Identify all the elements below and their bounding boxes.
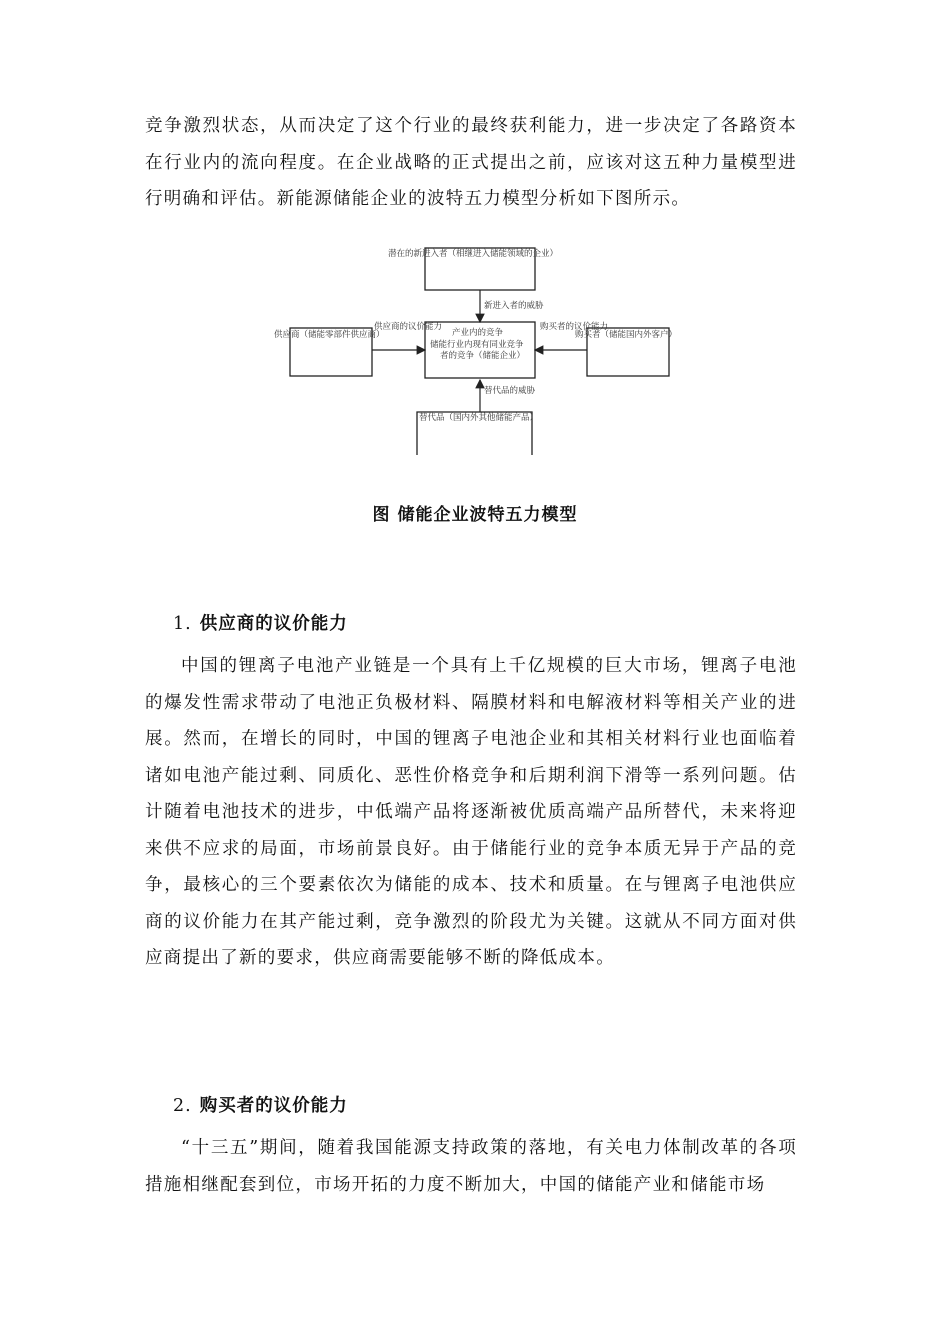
substitutes-label: 替代品（国内外其他储能产品）: [419, 413, 539, 423]
section1-number: 1.: [173, 614, 192, 634]
new-entrants-label: 潜在的新进入者（相继进入储能领域的企业）: [388, 249, 559, 259]
intro-paragraph: 竞争激烈状态，从而决定了这个行业的最终获利能力，进一步决定了各路资本在行业内的流向程度。在企业战略的正式提出之前，应该对这五种力量模型进行明确和评估。新能源储能企业的波特五力模型分析如下图所示。: [145, 116, 797, 209]
center-line-2: 储能行业内现有同业竞争: [430, 340, 524, 350]
center-line-1: 产业内的竞争: [452, 328, 504, 338]
section1-body: 中国的锂离子电池产业链是一个具有上千亿规模的巨大市场，锂离子电池的爆发性需求带动了电池正负极材料、隔膜材料和电解液材料等相关产业的进展。然而，在增长的同时，中国的锂离子电池企业和其相关材料行业也面临着诸如电池产能过剩、同质化、恶性价格竞争和后期利润下滑等一系列问题。估计随着电池技术的进步，中低端产品将逐渐被优质高端产品所替代，未来将迎来供不应求的局面，市场前景良好。由于储能行业的竞争本质无异于产品的竞争，最核心的三个要素依次为储能的成本、技术和质量。在与锂离子电池供应商的议价能力在其产能过剩，竞争激烈的阶段尤为关键。这就从不同方面对供应商提出了新的要求，供应商需要能够不断的降低成本。: [145, 656, 797, 968]
center-line-3: 者的竞争（储能企业）: [440, 351, 526, 361]
buyers-label: 购买者（储能国内外客户）: [575, 330, 678, 340]
section2-title: 购买者的议价能力: [199, 1096, 348, 1116]
figure-caption: 图 储能企业波特五力模型: [372, 505, 578, 525]
new-entrants-threat-label: 新进入者的威胁: [484, 301, 544, 311]
section2-heading: [173, 1092, 348, 1117]
five-forces-diagram: [270, 240, 690, 460]
section1-title: 供应商的议价能力: [199, 614, 348, 634]
substitutes-threat-label: 替代品的威胁: [484, 386, 536, 396]
section1-heading: [173, 610, 348, 635]
buyers-power-label: 购买者的议价能力: [540, 322, 609, 332]
section2-number: 2.: [173, 1096, 192, 1116]
suppliers-power-label: 供应商的议价能力: [374, 322, 443, 332]
suppliers-label: 供应商（储能零部件供应商）: [274, 330, 385, 340]
section2-body: “十三五”期间，随着我国能源支持政策的落地，有关电力体制改革的各项措施相继配套到位，市场开拓的力度不断加大，中国的储能产业和储能市场: [145, 1138, 797, 1195]
